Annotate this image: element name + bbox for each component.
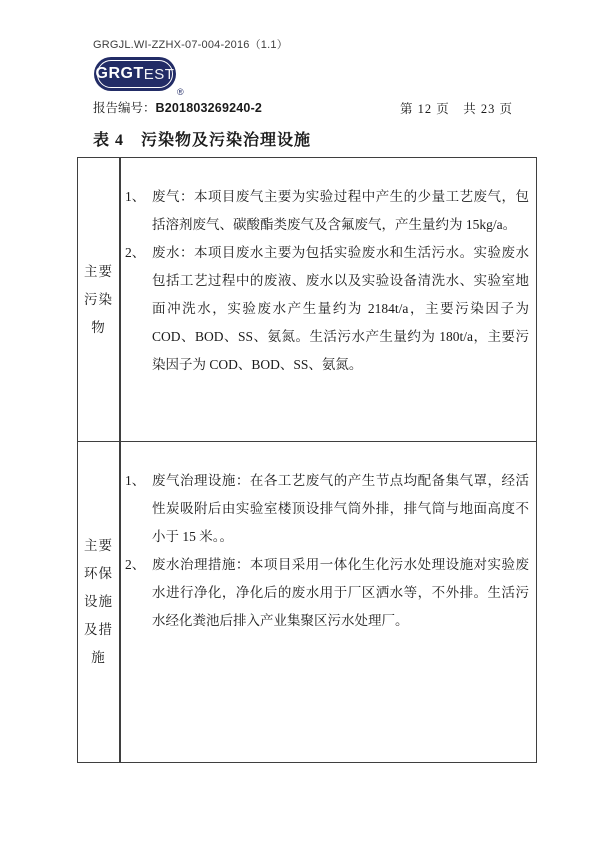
row-header-line: 主要 xyxy=(84,263,113,279)
table-row-pollutants xyxy=(78,158,536,442)
report-number-label: 报告编号： xyxy=(93,101,156,115)
page-number-info: 第 12 页 共 23 页 xyxy=(400,102,514,116)
list-item-text: 废水治理措施：本项目采用一体化生化污水处理设施对实验废水进行净化，净化后的废水用于厂区洒水等，不外排。生活污水经化粪池后排入产业集聚区污水处理厂。 xyxy=(152,557,529,628)
list-item-waste-gas xyxy=(125,183,529,239)
report-number-value: B201803269240-2 xyxy=(155,101,263,115)
registered-trademark-icon: ® xyxy=(177,87,184,97)
list-item-waste-water xyxy=(125,239,529,379)
list-item-text: 废气：本项目废气主要为实验过程中产生的少量工艺废气，包括溶剂废气、碳酸酯类废气及含氟废气，产生量约为 15kg/a。 xyxy=(152,189,529,232)
list-item-text: 废气治理设施：在各工艺废气的产生节点均配备集气罩，经活性炭吸附后由实验室楼顶设排气筒外排，排气筒与地面高度不小于 15 米。。 xyxy=(152,473,529,544)
row-header-line: 施 xyxy=(91,650,106,665)
grgtest-logo xyxy=(94,57,176,91)
row-header-line: 主要 xyxy=(84,538,113,553)
list-item-text: 废水：本项目废水主要为包括实验废水和生活污水。实验废水包括工艺过程中的废液、废水以及实验设备清洗水、实验室地面冲洗水，实验废水产生量约为 2184t/a，主要污染因子为 COD、BOD、SS、氨氮。生活污水产生量约为 180t/a，主要污染因子为 COD、BOD、SS、氨氮。 xyxy=(152,245,529,372)
list-item-number: 2、 xyxy=(125,557,146,572)
list-item-water-treatment xyxy=(125,551,529,635)
row-header-line: 设施 xyxy=(84,594,113,609)
row-header-line: 物 xyxy=(91,319,106,335)
cell-pollutants-content xyxy=(121,158,536,441)
row-header-facilities xyxy=(78,442,121,762)
list-item-gas-treatment xyxy=(125,467,529,551)
row-header-pollutants xyxy=(78,158,121,441)
logo-text-bold: GRGT xyxy=(95,65,144,82)
logo-text-light: EST xyxy=(143,65,175,83)
list-item-number: 2、 xyxy=(125,245,146,260)
row-header-line: 环保 xyxy=(84,566,113,581)
list-item-number: 1、 xyxy=(125,473,146,488)
report-number-line xyxy=(93,98,262,116)
row-header-line: 污染 xyxy=(84,291,113,307)
grgtest-logo-inner xyxy=(97,60,173,88)
document-code: GRGJL.WI-ZZHX-07-004-2016（1.1） xyxy=(93,39,288,51)
list-item-number: 1、 xyxy=(125,189,146,204)
row-header-line: 及措 xyxy=(84,622,113,637)
cell-facilities-content xyxy=(121,442,536,762)
table-row-facilities xyxy=(78,442,536,762)
table-title: 表 4 污染物及污染治理设施 xyxy=(93,132,312,149)
pollutants-table xyxy=(77,157,537,763)
